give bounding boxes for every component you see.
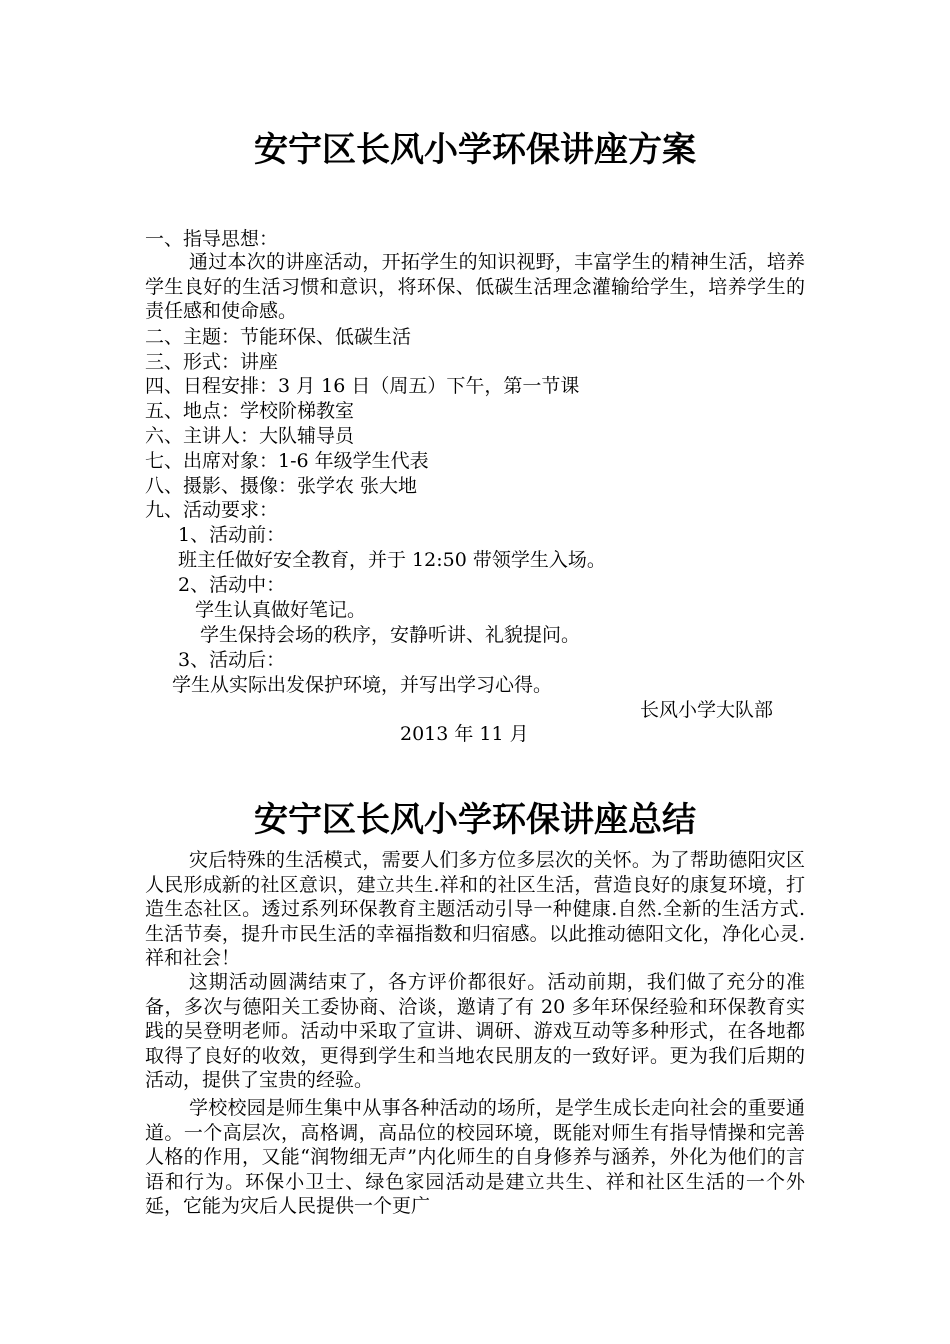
during-text-1: 学生认真做好笔记。 xyxy=(195,599,367,621)
signature: 长风小学大队部 xyxy=(640,699,774,721)
schedule-line: 四、日程安排：3 月 16 日（周五）下午，第一节课 xyxy=(145,375,580,397)
summary-paragraph-3: 学校校园是师生集中从事各种活动的场所，是学生成长走向社会的重要通道。一个高层次，高格调，高品位的校园环境，既能对师生有指导情操和完善人格的作用，又能“润物细无声”内化师生的自身修养与涵养，外化为他们的言语和行为。环保小卫士、绿色家园活动是建立共生、祥和社区生活的一个外延，它能为灾后人民提供一个更广 xyxy=(145,1097,805,1217)
after-text: 学生从实际出发保护环境，并写出学习心得。 xyxy=(172,674,553,696)
speaker-line: 六、主讲人：大队辅导员 xyxy=(145,425,355,447)
photography-line: 八、摄影、摄像：张学农 张大地 xyxy=(145,475,418,497)
during-heading: 2、活动中： xyxy=(178,574,286,596)
plan-title: 安宁区长风小学环保讲座方案 xyxy=(254,130,696,170)
summary-paragraph-1: 灾后特殊的生活模式，需要人们多方位多层次的关怀。为了帮助德阳灾区人民形成新的社区意识，建立共生.祥和的社区生活，营造良好的康复环境，打造生态社区。透过系列环保教育主题活动引导一种健康.自然.全新的生活方式.生活节奏，提升市民生活的幸福指数和归宿感。以此推动德阳文化，净化心灵.祥和社会！ xyxy=(145,849,805,969)
after-heading: 3、活动后： xyxy=(178,649,286,671)
format-line: 三、形式：讲座 xyxy=(145,351,279,373)
plan-date: 2013 年 11 月 xyxy=(400,723,529,745)
theme-line: 二、主题：节能环保、低碳生活 xyxy=(145,326,412,348)
guiding-heading: 一、指导思想： xyxy=(145,228,279,250)
during-text-2: 学生保持会场的秩序，安静听讲、礼貌提问。 xyxy=(200,624,581,646)
attendees-line: 七、出席对象：1-6 年级学生代表 xyxy=(145,450,429,472)
requirements-heading: 九、活动要求： xyxy=(145,499,279,521)
location-line: 五、地点：学校阶梯教室 xyxy=(145,400,355,422)
before-text: 班主任做好安全教育，并于 12:50 带领学生入场。 xyxy=(178,549,606,571)
summary-paragraph-2: 这期活动圆满结束了，各方评价都很好。活动前期，我们做了充分的准备，多次与德阳关工委协商、洽谈，邀请了有 20 多年环保经验和环保教育实践的吴登明老师。活动中采取了宣讲、调研、游戏互动等多种形式，在各地都取得了良好的收效，更得到学生和当地农民朋友的一致好评。更为我们后期的活动，提供了宝贵的经验。 xyxy=(145,971,805,1091)
guiding-paragraph: 通过本次的讲座活动，开拓学生的知识视野，丰富学生的精神生活，培养学生良好的生活习惯和意识，将环保、低碳生活理念灌输给学生，培养学生的责任感和使命感。 xyxy=(145,251,805,322)
before-heading: 1、活动前： xyxy=(178,524,286,546)
summary-title: 安宁区长风小学环保讲座总结 xyxy=(254,800,696,840)
